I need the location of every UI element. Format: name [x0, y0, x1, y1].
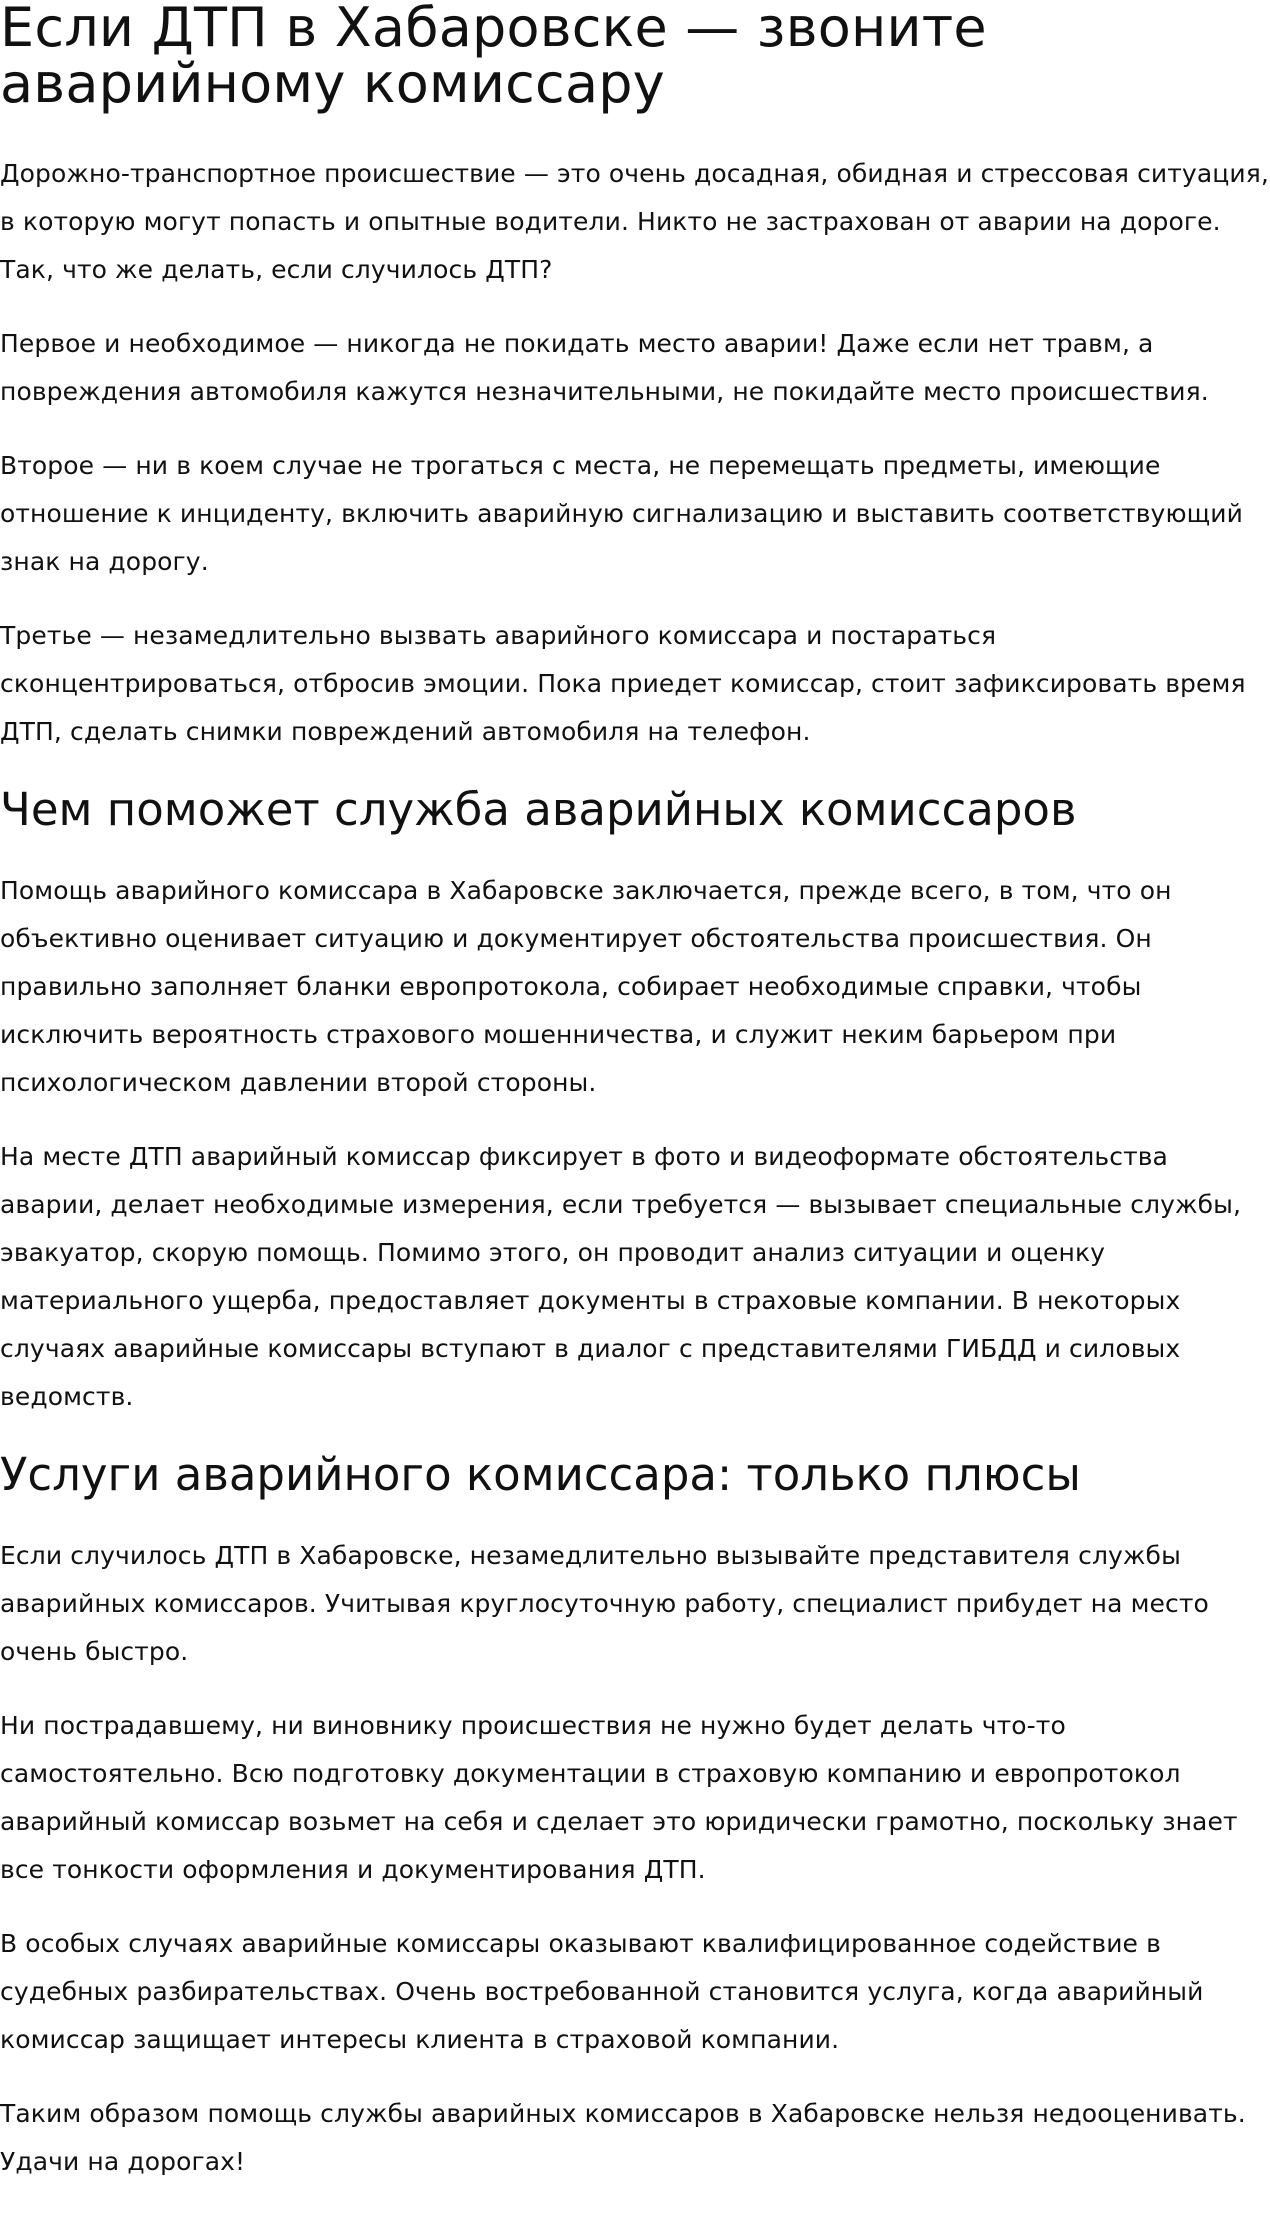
- intro-paragraph-3: Второе — ни в коем случае не трогаться с места, не перемещать предметы, имеющие отношение к инциденту, включить аварийную сигнализацию и выставить соответствующий знак на дорогу.: [0, 451, 1243, 576]
- intro-paragraph-1: Дорожно-транспортное происшествие — это очень досадная, обидная и стрессовая ситуация, в которую могут попасть и опытные водители. Никто не застрахован от аварии на дороге. Так, что же делать, если случилось ДТП?: [0, 159, 1269, 284]
- section-heading-commissioner-help: Чем поможет служба аварийных комиссаров: [0, 783, 1077, 836]
- section-1-paragraph-2: На месте ДТП аварийный комиссар фиксирует в фото и видеоформате обстоятельства аварии, делает необходимые измерения, если требуется — вызывает специальные службы, эвакуатор, скорую помощь. Помимо этого, он проводит анализ ситуации и оценку материального ущерба, предоставляет документы в страховые компании. В некоторых случаях аварийные комиссары вступают в диалог с представителями ГИБДД и силовых ведомств.: [0, 1142, 1242, 1411]
- section-2-paragraph-2: Ни пострадавшему, ни виновнику происшествия не нужно будет делать что-то самостоятельно. Всю подготовку документации в страховую компанию и европротокол аварийный комиссар возьмет на себя и сделает это юридически грамотно, поскольку знает все тонкости оформления и документирования ДТП.: [0, 1711, 1238, 1884]
- section-2-paragraph-4: Таким образом помощь службы аварийных комиссаров в Хабаровске нельзя недооценивать. Удачи на дорогах!: [0, 2099, 1246, 2176]
- section-1-paragraph-1: Помощь аварийного комиссара в Хабаровске заключается, прежде всего, в том, что он объективно оценивает ситуацию и документирует обстоятельства происшествия. Он правильно заполняет бланки европротокола, собирает необходимые справки, чтобы исключить вероятность страхового мошенничества, и служит неким барьером при психологическом давлении второй стороны.: [0, 876, 1172, 1097]
- section-heading-commissioner-services: Услуги аварийного комиссара: только плюсы: [0, 1448, 1081, 1501]
- section-2-paragraph-1: Если случилось ДТП в Хабаровске, незамедлительно вызывайте представителя службы аварийных комиссаров. Учитывая круглосуточную работу, специалист прибудет на место очень быстро.: [0, 1541, 1209, 1666]
- intro-paragraph-2: Первое и необходимое — никогда не покидать место аварии! Даже если нет травм, а повреждения автомобиля кажутся незначительными, не покидайте место происшествия.: [0, 329, 1209, 406]
- intro-paragraph-4: Третье — незамедлительно вызвать аварийного комиссара и постараться сконцентрироваться, отбросив эмоции. Пока приедет комиссар, стоит зафиксировать время ДТП, сделать снимки повреждений автомобиля на телефон.: [0, 621, 1246, 746]
- page-title: Если ДТП в Хабаровске — звоните аварийному комиссару: [0, 0, 987, 115]
- section-2-paragraph-3: В особых случаях аварийные комиссары оказывают квалифицированное содействие в судебных разбирательствах. Очень востребованной становится услуга, когда аварийный комиссар защищает интересы клиента в страховой компании.: [0, 1929, 1204, 2054]
